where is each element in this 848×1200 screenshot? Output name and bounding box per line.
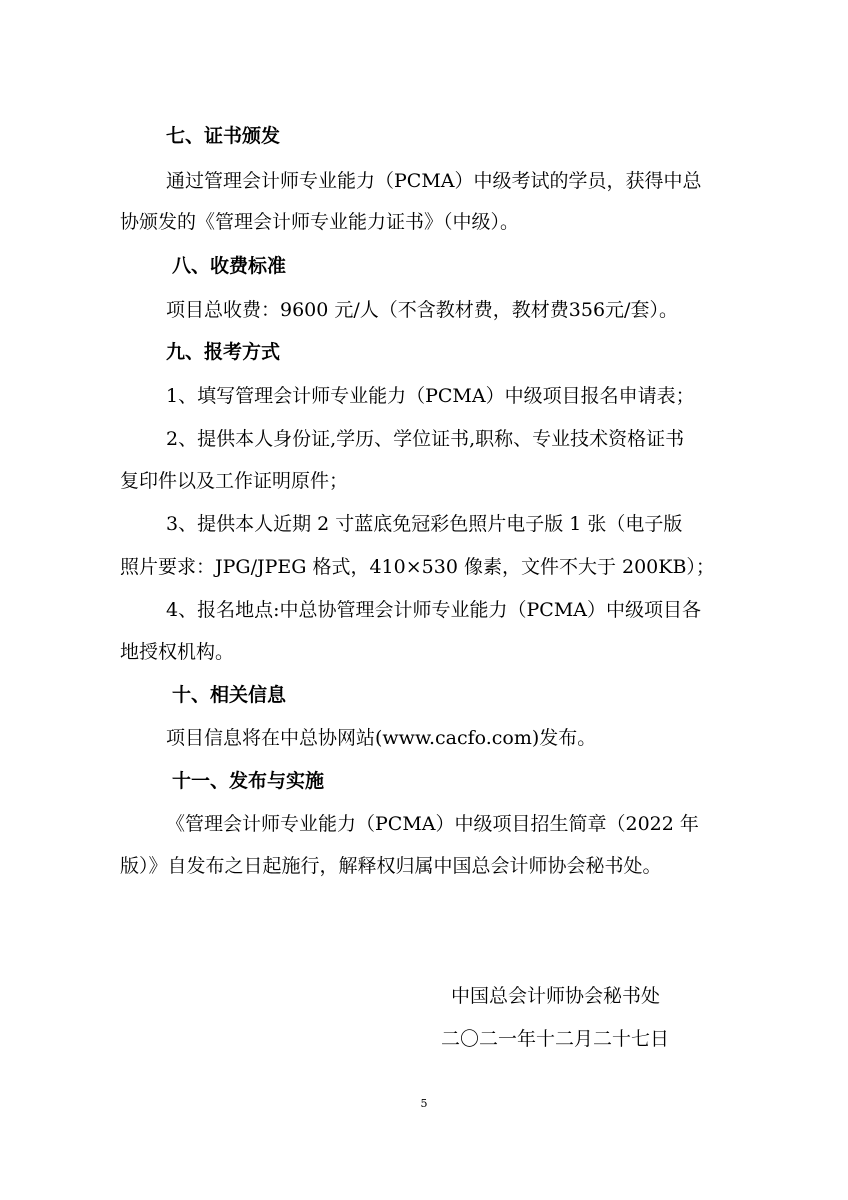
section-heading-apply: 九、报考方式 — [166, 341, 281, 363]
section-heading-fee: 八、收费标准 — [172, 255, 287, 277]
signature-date: 二〇二一年十二月二十七日 — [441, 1028, 670, 1050]
paragraph-line: 《管理会计师专业能力（PCMA）中级项目招生简章（2022 年 — [166, 813, 699, 835]
section-heading-publish: 十一、发布与实施 — [172, 770, 325, 792]
paragraph-line: 通过管理会计师专业能力（PCMA）中级考试的学员，获得中总 — [166, 170, 702, 192]
signature-organization: 中国总会计师协会秘书处 — [451, 985, 661, 1007]
paragraph-line: 项目信息将在中总协网站(www.cacfo.com)发布。 — [166, 727, 597, 749]
paragraph-line: 协颁发的《管理会计师专业能力证书》（中级）。 — [120, 211, 520, 233]
paragraph-line: 地授权机构。 — [120, 641, 235, 663]
paragraph-line: 复印件以及工作证明原件； — [120, 470, 349, 492]
paragraph-line: 3、提供本人近期 2 寸蓝底免冠彩色照片电子版 1 张（电子版 — [166, 513, 683, 535]
paragraph-line: 项目总收费：9600 元/人（不含教材费，教材费356元/套）。 — [166, 299, 678, 321]
paragraph-line: 1、填写管理会计师专业能力（PCMA）中级项目报名申请表； — [166, 385, 695, 407]
paragraph-line: 4、报名地点:中总协管理会计师专业能力（PCMA）中级项目各 — [166, 599, 701, 621]
section-heading-info: 十、相关信息 — [172, 684, 287, 706]
paragraph-line: 2、提供本人身份证,学历、学位证书,职称、专业技术资格证书 — [166, 428, 685, 450]
paragraph-line: 版）》自发布之日起施行，解释权归属中国总会计师协会秘书处。 — [120, 855, 662, 877]
section-heading-certificate: 七、证书颁发 — [166, 125, 281, 147]
paragraph-line: 照片要求：JPG/JPEG 格式，410×530 像素，文件不大于 200KB）； — [120, 556, 715, 578]
page-number: 5 — [420, 1097, 428, 1110]
